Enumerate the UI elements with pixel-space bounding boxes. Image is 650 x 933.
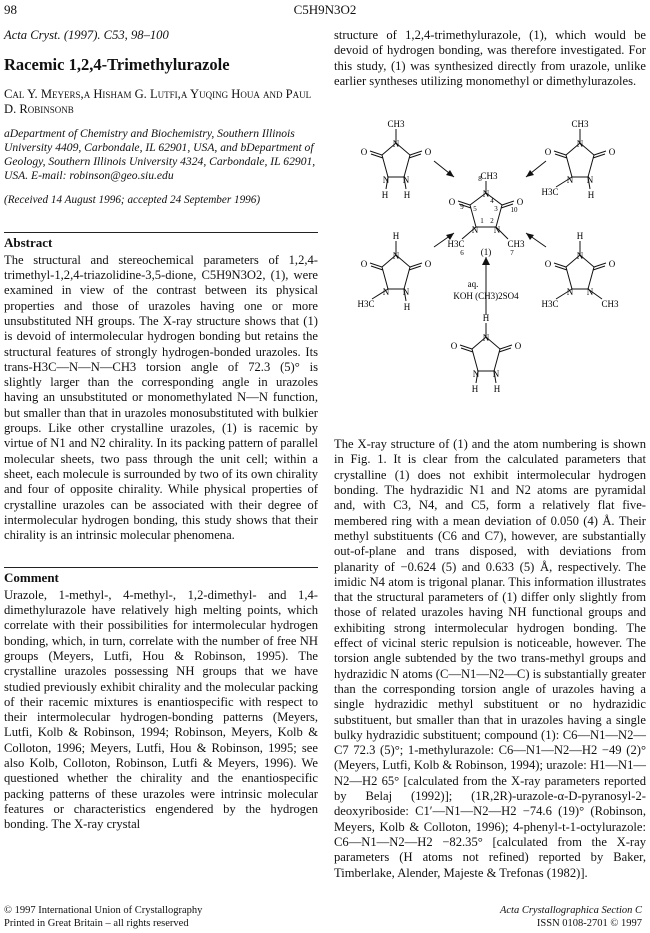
svg-text:3: 3 bbox=[494, 205, 498, 214]
abstract-heading: Abstract bbox=[4, 235, 53, 251]
reaction-scheme-drawing bbox=[334, 97, 646, 427]
svg-text:CH3: CH3 bbox=[507, 239, 525, 250]
right-column bbox=[334, 28, 646, 881]
comment-text-right-bottom: The X-ray structure of (1) and the atom numbering is shown in Fig. 1. It is clear from the calculated parameters that crystalline (1) does not exhibit intermolecular hydrogen bonding. The hydrazidic N1 and N2 atoms are pyramidal and, with C3, N4, and C5, form a relatively flat five-membered ring with a mean deviation of 0.050 (4) Å. Their methyl substituents (C6 and C7), however, are substantially out-of-plane and trans disposed, with deviations from planarity of −0.624 (5) and 0.633 (5) Å, respectively. The imidic N4 atom is trigonal planar. This information illustrates that the structural parameters of (1) differ only slightly from those of related urazoles having NH functional groups and exhibiting strong intermolecular hydrogen bonding. The effect of vicinal steric repulsion is noticeable, however. The torsion angle subtended by the two trans-methyl groups and hydrazidic N atoms (C—N1—N2—C) is substantially greater than the corresponding torsion angle of urazoles having a single hydrazidic methyl substituent or no hydrazidic substituent, but smaller than that in urazoles having a single bulky hydrazidic substituent; compound (1): C6—N1—N2—C7 72.3 (5)°; 1-methylurazole: C6—N1—N2—H2 −49 (2)° (Meyers, Lutfi, Kolb & Robinson, 1994); urazole: H1—N1—N2—H2 65° [calculated from the X-ray parameters reported by Belaj (1992)]; (1R,2R)-urazole-α-D-pyranosyl-2-deoxyriboside: C1′—N1—N2—H2 −74.6 (19)° (Robinson, Meyers, Kolb & Colloton, 1996); 4-phenyl-t-1-octylurazole: C6—N1—N2—H2 −82.35° [calculated from the X-ray parameters (H atoms not refined) reported by Baker, Timberlake, Alender, Majeste & Trefonas (1982)]. bbox=[334, 437, 646, 880]
svg-text:N: N bbox=[402, 175, 410, 186]
svg-text:N: N bbox=[576, 251, 584, 262]
svg-text:N: N bbox=[576, 139, 584, 150]
copyright: © 1997 International Union of Crystallography bbox=[4, 905, 203, 916]
svg-text:O: O bbox=[424, 259, 432, 270]
svg-text:N: N bbox=[493, 225, 501, 236]
comment-text-right-top: structure of 1,2,4-trimethylurazole, (1), which would be devoid of hydrogen bonding, was therefore investigated. For this study, (1) was synthesized directly from urazole, unlike earlier syntheses utilizing monomethyl or dimethylurazoles. bbox=[334, 28, 646, 88]
svg-text:H: H bbox=[587, 190, 595, 201]
svg-text:N: N bbox=[586, 175, 594, 186]
svg-text:H3C: H3C bbox=[541, 187, 559, 198]
reagent-label-bottom: KOH (CH3)2SO4 bbox=[453, 291, 519, 302]
svg-text:H3C: H3C bbox=[447, 239, 465, 250]
svg-text:O: O bbox=[514, 341, 522, 352]
svg-text:4: 4 bbox=[490, 197, 494, 206]
section-rule bbox=[4, 567, 318, 568]
svg-text:5: 5 bbox=[473, 205, 477, 214]
svg-text:2: 2 bbox=[490, 217, 494, 226]
svg-text:H3C: H3C bbox=[357, 299, 375, 310]
printed-notice: Printed in Great Britain – all rights reserved bbox=[4, 918, 189, 929]
svg-text:7: 7 bbox=[510, 249, 514, 258]
abstract-text: The structural and stereochemical parameters of 1,2,4-trimethyl-1,2,4-triazolidine-3,5-dione, C5H9N3O2, (1), were examined in view of the contrast between its physical properties and those of urazoles having one or more unsubstituted NH groups. The X-ray structure shows that (1) is devoid of intermolecular hydrogen bonding but retains the structural features of strongly hydrogen-bonded urazoles. Its trans-H3C—N—N—CH3 torsion angle of 72.3 (5)° is slightly larger than the corresponding angle in urazoles having an unsubstituted or monomethylated N—N function, but smaller than that in urazoles monosubstituted with bulkier groups. Like other crystalline urazoles, (1) is racemic by virtue of N1 and N2 chirality. In its packing pattern of parallel molecular sheets, two pass through the unit cell; within a sheet, each molecule is surrounded by two of its own chirality and four of opposite chirality. While physical properties of crystalline urazoles can be associated with their degree of intermolecular hydrogen bonding, this study shows that their chirality is an intrinsic molecular phenomena. bbox=[4, 252, 318, 543]
svg-text:O: O bbox=[360, 147, 368, 158]
svg-text:O: O bbox=[608, 147, 616, 158]
affiliations: aDepartment of Chemistry and Biochemistry, Southern Illinois University 4409, Carbondale, IL 62901, USA, and bDepartment of Geology, Southern Illinois University 4324, Carbondale, IL 62901, USA. E-mail: robinson@geo.siu.edu bbox=[4, 127, 316, 183]
svg-text:H: H bbox=[471, 384, 479, 395]
svg-text:N: N bbox=[482, 333, 490, 344]
section-rule bbox=[4, 232, 318, 233]
svg-text:N: N bbox=[382, 175, 390, 186]
svg-text:O: O bbox=[360, 259, 368, 270]
svg-text:H3C: H3C bbox=[541, 299, 559, 310]
svg-text:10: 10 bbox=[510, 206, 518, 215]
citation: Acta Cryst. (1997). C53, 98–100 bbox=[4, 28, 169, 42]
svg-text:O: O bbox=[448, 197, 456, 208]
footer-right bbox=[500, 904, 642, 930]
svg-text:H: H bbox=[493, 384, 501, 395]
svg-text:1: 1 bbox=[480, 217, 484, 226]
svg-text:O: O bbox=[544, 259, 552, 270]
reaction-scheme bbox=[334, 97, 646, 427]
svg-text:CH3: CH3 bbox=[387, 119, 405, 130]
svg-text:H: H bbox=[403, 302, 411, 313]
svg-text:CH3: CH3 bbox=[571, 119, 589, 130]
svg-text:O: O bbox=[608, 259, 616, 270]
svg-text:N: N bbox=[566, 175, 574, 186]
issn: ISSN 0108-2701 © 1997 bbox=[536, 918, 642, 929]
svg-text:N: N bbox=[482, 189, 490, 200]
svg-text:O: O bbox=[544, 147, 552, 158]
svg-text:H: H bbox=[381, 190, 389, 201]
svg-text:N: N bbox=[382, 287, 390, 298]
svg-text:H: H bbox=[403, 190, 411, 201]
svg-text:H: H bbox=[392, 231, 400, 242]
left-column bbox=[4, 28, 318, 832]
compound-label: (1) bbox=[480, 247, 492, 258]
svg-text:O: O bbox=[450, 341, 458, 352]
received-dates: (Received 14 August 1996; accepted 24 September 1996) bbox=[4, 194, 261, 207]
svg-text:N: N bbox=[471, 225, 479, 236]
svg-text:N: N bbox=[566, 287, 574, 298]
svg-text:N: N bbox=[402, 287, 410, 298]
svg-text:6: 6 bbox=[460, 249, 464, 258]
comment-heading: Comment bbox=[4, 570, 59, 586]
svg-text:H: H bbox=[482, 313, 490, 324]
svg-text:CH3: CH3 bbox=[601, 299, 619, 310]
page-number: 98 bbox=[4, 2, 17, 17]
comment-text-left: Urazole, 1-methyl-, 4-methyl-, 1,2-dimethyl- and 1,4-dimethylurazole have relatively high melting points, which correlate with their possibilities for intermolecular hydrogen bonding, which, in turn, correlate with the number of free NH groups (Meyers, Lutfi, Hou & Robinson, 1995). The crystalline urazoles possessing NH groups that we have studied previously exhibit chirality and the molecular packing of their racemic mixtures is enantiospecific with respect to their intermolecular hydrogen-bonding patterns (Meyers, Lutfi, Kolb & Robinson, 1994; Robinson, Meyers, Kolb & Colloton, 1996; Meyers, Lutfi, Hou & Robinson, 1995; see also Kolb, Colloton, Robinson, Lutfi & Meyers, 1996). We questioned whether the chirality and the enantiospecific packing patterns of these urazoles were intrinsic molecular features or characteristics engendered by the hydrogen bonding. The X-ray crystal bbox=[4, 587, 318, 832]
svg-text:9: 9 bbox=[460, 203, 464, 212]
svg-text:N: N bbox=[392, 139, 400, 150]
svg-text:N: N bbox=[492, 369, 500, 380]
journal-name: Acta Crystallographica Section C bbox=[499, 905, 642, 916]
running-formula: C5H9N3O2 bbox=[293, 2, 357, 17]
authors: Cal Y. Meyers,a Hisham G. Lutfi,a Yuqing Houa and Paul D. Robinsonb bbox=[4, 86, 312, 116]
article-title: Racemic 1,2,4-Trimethylurazole bbox=[4, 55, 230, 75]
svg-text:O: O bbox=[516, 197, 524, 208]
svg-text:H: H bbox=[576, 231, 584, 242]
footer-left bbox=[4, 904, 202, 930]
svg-text:N: N bbox=[392, 251, 400, 262]
svg-text:O: O bbox=[424, 147, 432, 158]
svg-text:N: N bbox=[472, 369, 480, 380]
svg-text:8: 8 bbox=[478, 175, 482, 184]
svg-text:CH3: CH3 bbox=[480, 171, 498, 182]
page-header bbox=[4, 2, 646, 20]
svg-text:N: N bbox=[586, 287, 594, 298]
reagent-label-top: aq. bbox=[467, 279, 479, 290]
